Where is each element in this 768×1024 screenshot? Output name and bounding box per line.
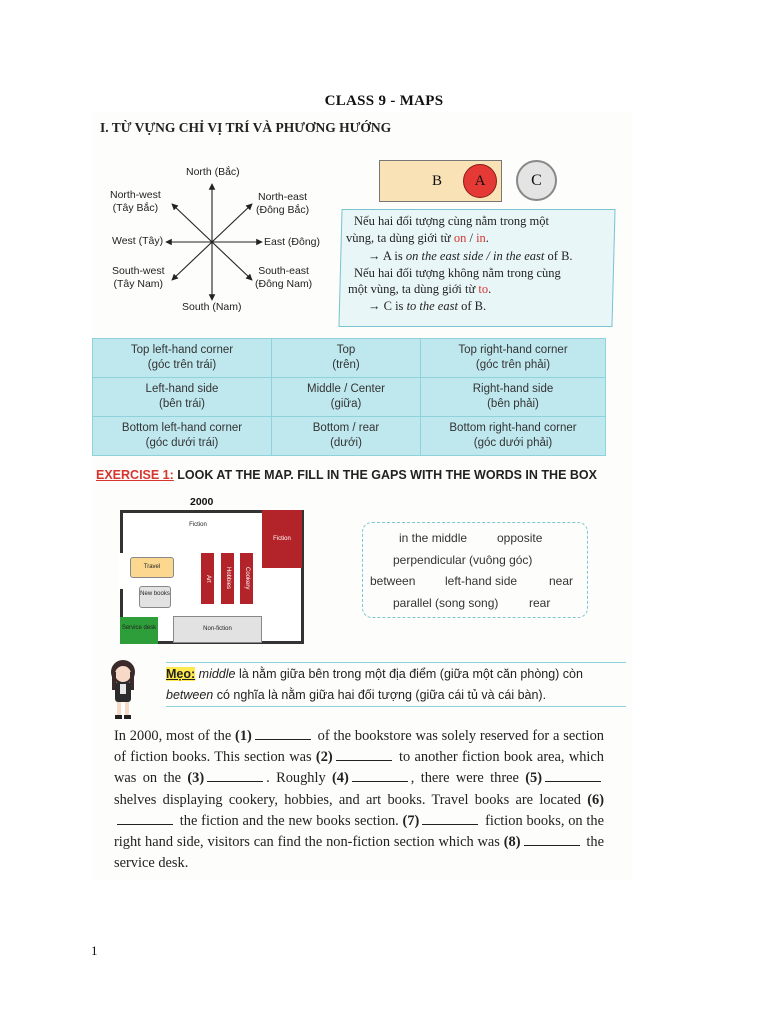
table-cell: Bottom left-hand corner (góc dưới trái) [93,417,272,456]
north-east-arrow [212,204,252,242]
entrance-opening [118,553,123,589]
south-east-arrow [212,242,252,280]
blank-1[interactable] [255,738,311,740]
word-option: parallel (song song) [393,596,499,610]
worksheet-image [92,112,632,880]
map-fiction-area: Fiction [189,522,207,528]
section-heading: I. TỪ VỰNG CHỈ VỊ TRÍ VÀ PHƯƠNG HƯỚNG [100,120,392,135]
east-label: East (Đông) [264,236,321,248]
exercise-passage: In 2000, most of the (1) of the bookstore was solely reserved for a section of fiction books. This section was (2) to another fiction book area, which was on the (3) . Roughly (4) , there were three (5) shelves displaying cookery, hobbies, and art books. Travel books are located (6) the fiction and the new books section. (7) fiction books, on the right hand side, visitors can find the non-fiction section which was (8) the service desk. [114,728,604,872]
object-c-circle: C [516,160,557,201]
page-number: 1 [91,943,98,958]
map-non-fiction: Non-fiction [173,616,262,643]
map-service-desk: Service desk [120,617,158,644]
word-option: opposite [497,531,543,545]
north-west-arrow [172,204,212,242]
table-cell: Right-hand side (bên phải) [421,378,606,417]
blank-5[interactable] [545,780,601,782]
west-label: West (Tây) [112,235,164,247]
rule-line-6: → C is to the east of B. [368,299,487,313]
table-cell: Top right-hand corner (góc trên phải) [421,339,606,378]
word-option: rear [529,596,551,610]
word-option: perpendicular (vuông góc) [393,553,533,567]
south-west-label: South-west (Tây Nam) [112,265,165,290]
blank-3[interactable] [207,780,263,782]
table-cell: Bottom right-hand corner (góc dưới phải) [421,417,606,456]
map-travel: Travel [130,557,174,578]
document-title: CLASS 9 - MAPS [324,93,444,109]
north-east-label: North-east (Đông Bắc) [256,191,310,216]
table-row [93,339,606,378]
north-label: North (Bắc) [186,166,240,178]
word-box [362,522,588,618]
south-label: South (Nam) [182,301,242,313]
map-new-books: New books [139,586,171,608]
object-b-label: B [432,173,443,189]
table-cell: Left-hand side (bên trái) [93,378,272,417]
blank-2[interactable] [336,759,392,761]
word-option: left-hand side [445,574,518,588]
map-art-shelf: Art [201,553,214,604]
word-option: in the middle [399,531,468,545]
south-east-label: South-east (Đông Nam) [255,265,313,290]
table-cell: Bottom / rear (dưới) [272,417,421,456]
bookstore-map [120,510,304,644]
cartoon-girl-icon [104,658,142,720]
object-a-circle: A [463,164,497,198]
rule-line-5: một vùng, ta dùng giới từ to. [348,282,492,296]
map-cookery-shelf: Cookery [240,553,253,604]
table-row [93,378,606,417]
rule-line-4: Nếu hai đối tượng không nằm trong cùng [354,266,561,280]
exercise-heading: EXERCISE 1: LOOK AT THE MAP. FILL IN THE GAPS WITH THE WORDS IN THE BOX [96,468,597,482]
rule-line-3: → A is on the east side / in the east of B. [368,249,573,263]
word-option: between [370,574,416,588]
rule-line-1: Nếu hai đối tượng cùng nằm trong một [354,214,549,228]
tip-text: Mẹo: middle là nằm giữa bên trong một địa điểm (giữa một căn phòng) còn between có nghĩa là nằm giữa hai đối tượng (giữa cái tủ và cái bàn). [166,667,583,702]
blank-4[interactable] [352,780,408,782]
table-row [93,417,606,456]
table-cell: Top left-hand corner (góc trên trái) [93,339,272,378]
north-west-label: North-west (Tây Bắc) [110,189,161,214]
table-cell: Middle / Center (giữa) [272,378,421,417]
tip-divider [166,662,626,663]
table-cell: Top (trên) [272,339,421,378]
map-hobbies-shelf: Hobbies [221,553,234,604]
positions-table [92,338,606,456]
blank-7[interactable] [422,823,478,825]
blank-8[interactable] [524,844,580,846]
map-year: 2000 [190,496,214,508]
rule-line-2: vùng, ta dùng giới từ on / in. [346,231,489,245]
tip-divider [166,706,626,707]
map-fiction-shelf: Fiction [262,510,302,568]
blank-6[interactable] [117,823,173,825]
word-option: near [549,574,574,588]
south-west-arrow [172,242,212,280]
